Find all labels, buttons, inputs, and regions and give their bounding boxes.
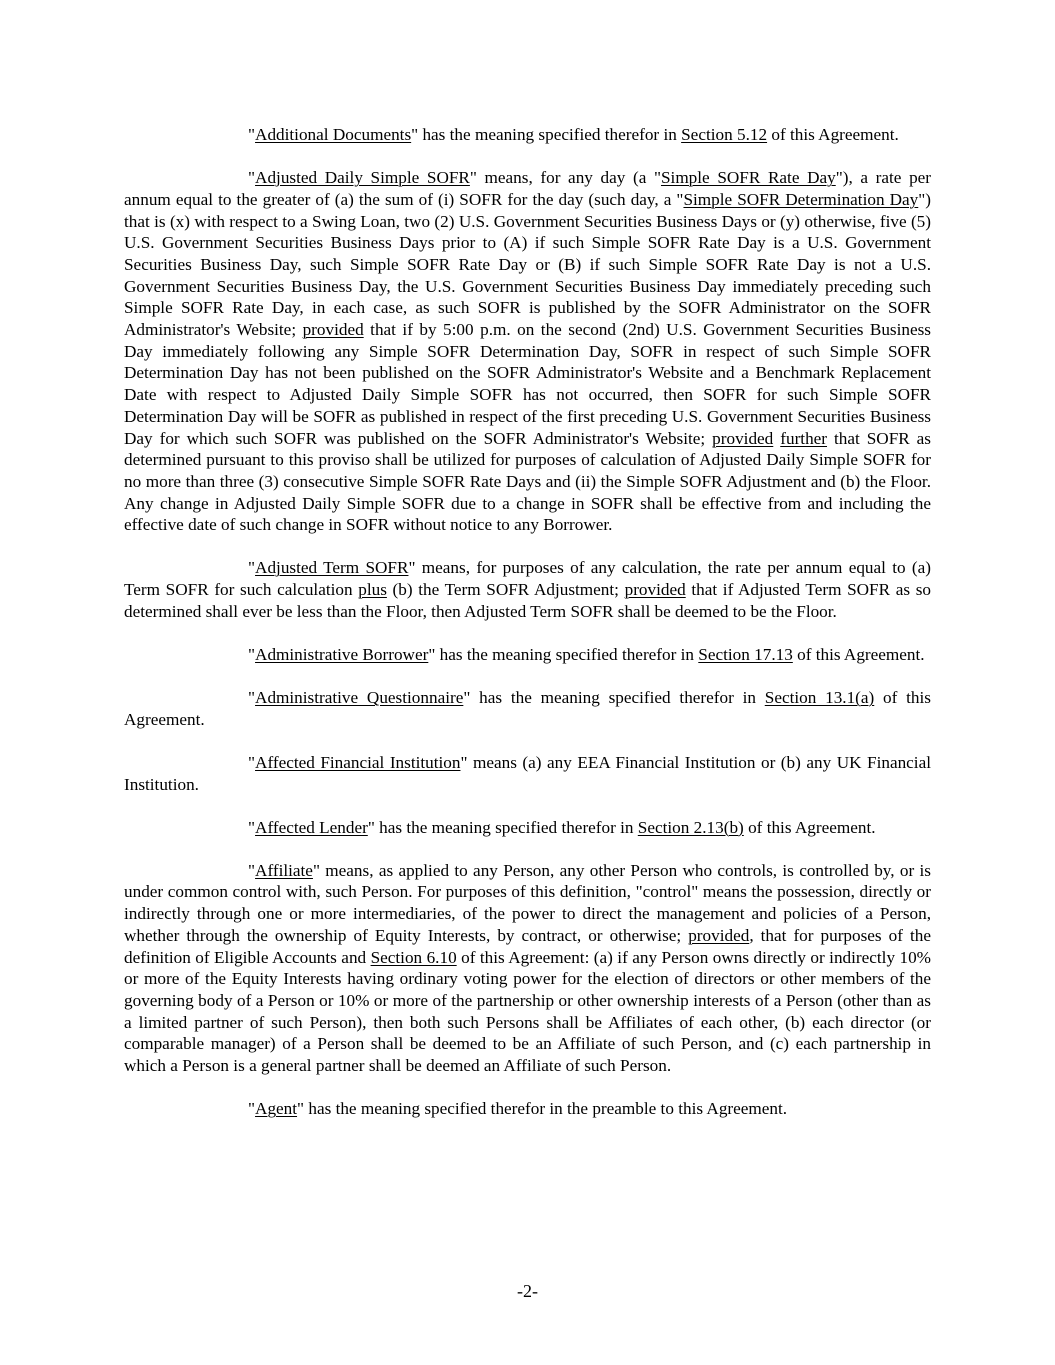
definition-paragraph bbox=[124, 167, 931, 536]
definition-text: that if Adjusted Term SOFR as so determined shall ever be less than the Floor, then Adjusted Term SOFR shall be deemed to be the Floor. bbox=[124, 580, 931, 621]
underlined-term: Administrative Questionnaire bbox=[255, 688, 464, 708]
definition-paragraph bbox=[124, 860, 931, 1077]
definition-text: ") that is (x) with respect to a Swing Loan, two (2) U.S. Government Securities Business Days or (y) otherwise, five (5) U.S. Government Securities Business Days prior to (A) if such Simple SOFR Rate Day is a U.S. Government Securities Business Day, such Simple SOFR Rate Day or (B) if such Simple SOFR Rate Day is not a U.S. Government Securities Business Day, the U.S. Government Securities Business Day immediately preceding such Simple SOFR Rate Day, in each case, as such SOFR is published by the SOFR Administrator on the SOFR Administrator's Website; bbox=[124, 189, 931, 340]
definition-text: , that for purposes of the definition of Eligible Accounts and bbox=[124, 925, 932, 967]
underlined-term: Section 6.10 bbox=[370, 947, 457, 967]
underlined-term: further bbox=[780, 428, 828, 448]
definition-paragraph bbox=[124, 644, 931, 666]
underlined-term: provided bbox=[688, 925, 750, 945]
underlined-term: Section 5.12 bbox=[681, 125, 768, 144]
definition-text: " bbox=[248, 688, 256, 708]
underlined-term: Adjusted Daily Simple SOFR bbox=[255, 168, 470, 188]
definition-text: " means, for any day (a " bbox=[469, 168, 661, 188]
definition-text: " bbox=[248, 125, 256, 144]
definition-text: " means, for purposes of any calculation, the rate per annum equal to (a) Term SOFR for such calculation bbox=[124, 558, 932, 600]
underlined-term: Affected Financial Institution bbox=[255, 752, 461, 772]
underlined-term: Section 17.13 bbox=[698, 644, 793, 664]
definition-text: of this Agreement. bbox=[792, 644, 925, 664]
definition-paragraph bbox=[124, 557, 931, 622]
underlined-term: Section 2.13(b) bbox=[637, 817, 744, 837]
definition-text: "), a rate per annum equal to the greater of (a) the sum of (i) SOFR for the day (such day, a " bbox=[124, 168, 932, 209]
definition-paragraph bbox=[124, 124, 931, 146]
definition-text: " bbox=[248, 558, 256, 578]
definition-paragraph bbox=[124, 752, 931, 795]
underlined-term: Section 13.1(a) bbox=[764, 688, 875, 708]
definition-text: that SOFR as determined pursuant to this proviso shall be utilized for purposes of calculation of Adjusted Daily Simple SOFR for no more than three (3) consecutive Simple SOFR Rate Days and (ii) the Simple SOFR Adjustment and (b) the Floor. Any change in Adjusted Daily Simple SOFR due to a change in SOFR shall be effective from and including the effective date of such change in SOFR without notice to any Borrower. bbox=[124, 428, 931, 535]
definition-text: " bbox=[248, 860, 256, 880]
underlined-term: Affected Lender bbox=[255, 817, 368, 837]
definition-text: " bbox=[248, 168, 256, 188]
underlined-term: Administrative Borrower bbox=[255, 644, 429, 664]
underlined-term: Agent bbox=[255, 1099, 298, 1119]
underlined-term: Simple SOFR Rate Day bbox=[660, 168, 836, 188]
underlined-term: Additional Documents bbox=[255, 125, 412, 144]
underlined-term: plus bbox=[358, 580, 387, 600]
definition-text: " bbox=[248, 817, 256, 837]
definition-text: " bbox=[248, 752, 256, 772]
underlined-term: Simple SOFR Determination Day bbox=[683, 189, 919, 209]
underlined-term: Adjusted Term SOFR bbox=[255, 558, 409, 578]
definition-text: " means (a) any EEA Financial Institution or (b) any UK Financial Institution. bbox=[124, 752, 931, 794]
underlined-term: provided bbox=[712, 428, 774, 448]
definition-text: " bbox=[248, 644, 256, 664]
page-number: -2- bbox=[517, 1281, 538, 1301]
definition-text: " means, as applied to any Person, any other Person who controls, is controlled by, or is under common control with, such Person. For purposes of this definition, "control" means the possession, directly or indirectly through one or more intermediaries, of the power to direct the management and policies of a Person, whether through the ownership of Equity Interests, by contract, or otherwise; bbox=[124, 860, 931, 945]
underlined-term: provided bbox=[302, 320, 364, 340]
definition-text: " has the meaning specified therefor in bbox=[428, 644, 699, 664]
definition-text: that if by 5:00 p.m. on the second (2nd) U.S. Government Securities Business Day immediately following any Simple SOFR Determination Day, SOFR in respect of such Simple SOFR Determination Day has not been published on the SOFR Administrator's Website and a Benchmark Replacement Date with respect to Adjusted Daily Simple SOFR has not occurred, then SOFR for such Simple SOFR Determination Day will be SOFR as published in respect of the first preceding U.S. Government Securities Business Day for which such SOFR was published on the SOFR Administrator's Website; bbox=[124, 320, 931, 448]
definition-paragraph bbox=[124, 687, 931, 730]
definition-text: " bbox=[248, 1099, 256, 1119]
definition-paragraph bbox=[124, 817, 931, 839]
definition-text: of this Agreement. bbox=[124, 688, 931, 729]
definition-text: (b) the Term SOFR Adjustment; bbox=[386, 580, 625, 600]
definition-text: " has the meaning specified therefor in bbox=[367, 817, 638, 837]
definitions-section bbox=[124, 124, 931, 1141]
underlined-term: Affiliate bbox=[255, 860, 313, 880]
definition-paragraph bbox=[124, 1098, 931, 1120]
definition-text: of this Agreement. bbox=[767, 125, 899, 144]
definition-text: " has the meaning specified therefor in bbox=[463, 688, 765, 708]
definition-text: " has the meaning specified therefor in the preamble to this Agreement. bbox=[297, 1099, 788, 1119]
definition-text: " has the meaning specified therefor in bbox=[411, 125, 682, 144]
underlined-term: provided bbox=[624, 580, 686, 600]
definition-text: of this Agreement: (a) if any Person owns directly or indirectly 10% or more of the Equity Interests having ordinary voting power for the election of directors or other members of the governing body of a Person or 10% or more of the partnership or other ownership interests of a Person (other than as a limited partner of such Person), then both such Persons shall be Affiliates of each other, (b) each director (or comparable manager) of a Person shall be deemed to be an Affiliate of such Person, and (c) each partnership in which a Person is a general partner shall be deemed an Affiliate of such Person. bbox=[124, 947, 932, 1076]
definition-text: of this Agreement. bbox=[743, 817, 876, 837]
